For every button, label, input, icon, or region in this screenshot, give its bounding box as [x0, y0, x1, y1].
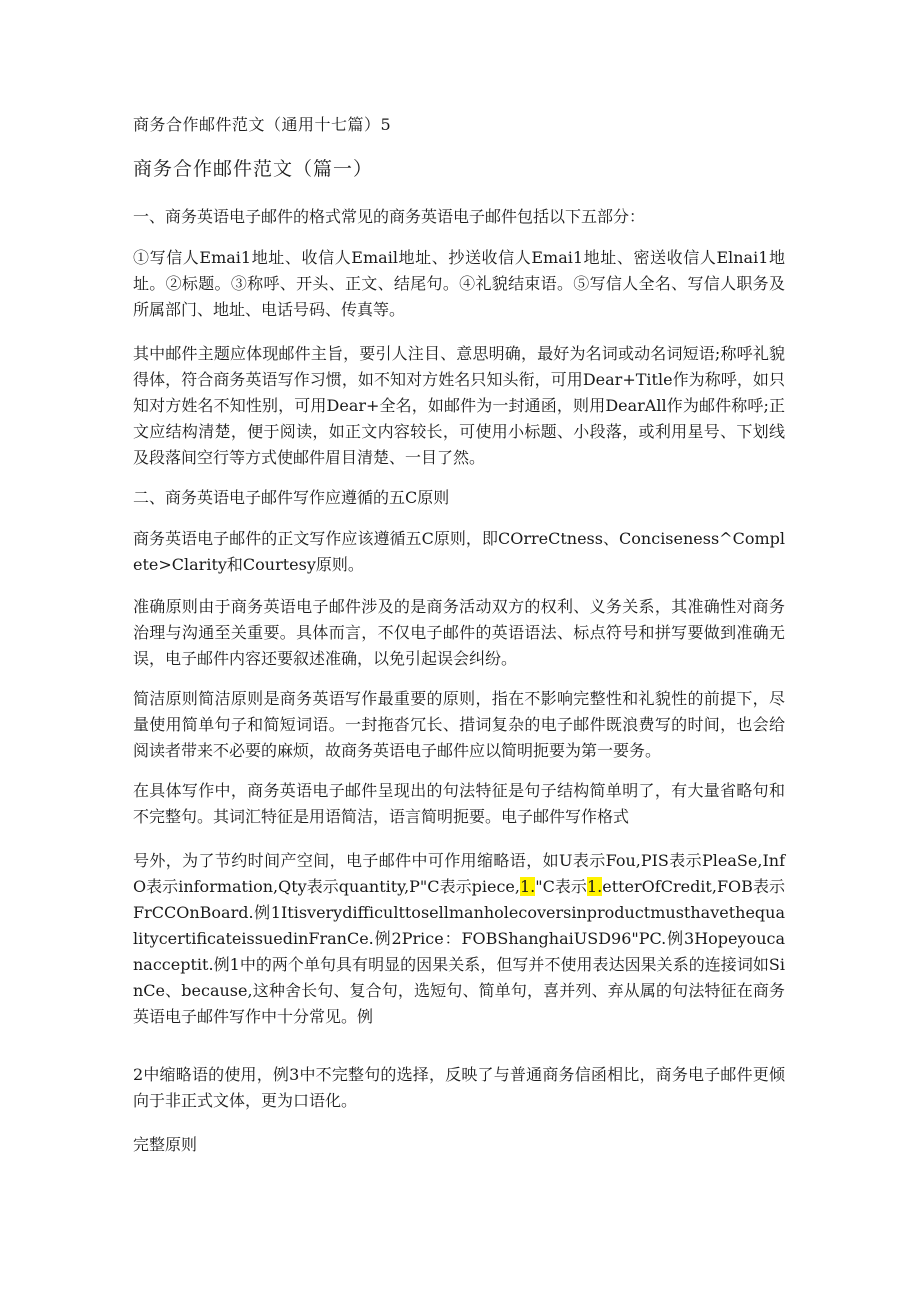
- paragraph-completeness-heading: 完整原则: [133, 1135, 198, 1154]
- paragraph-email-parts: ①写信人Emai1地址、收信人Email地址、抄送收信人Emai1地址、密送收信人Elnai1地址。②标题。③称呼、开头、正文、结尾句。④礼貌结束语。⑤写信人全名、写信人职务及所属部门、地址、电话号码、传真等。: [133, 248, 785, 319]
- paragraph-subject-salutation: 其中邮件主题应体现邮件主旨，要引人注目、意思明确，最好为名词或动名词短语;称呼礼貌得体，符合商务英语写作习惯，如不知对方姓名只知头衔，可用Dear+Title作为称呼，如只知对方姓名不知性别，可用Dear+全名，如邮件为一封通函，则用DearAll作为邮件称呼;正文应结构清楚，便于阅读，如正文内容较长，可使用小标题、小段落，或利用星号、下划线及段落间空行等方式使邮件眉目清楚、一目了然。: [133, 344, 785, 467]
- highlighted-text: 1.: [519, 877, 536, 896]
- paragraph-accuracy-principle: 准确原则由于商务英语电子邮件涉及的是商务活动双方的权利、义务关系，其准确性对商务治理与沟通至关重要。具体而言，不仅电子邮件的英语语法、标点符号和拼写要做到准确无误，电子邮件内容还要叙述准确，以免引起误会纠纷。: [133, 597, 785, 668]
- paragraph-informal-style: 2中缩略语的使用，例3中不完整句的选择，反映了与普通商务信函相比，商务电子邮件更倾向于非正式文体，更为口语化。: [133, 1065, 785, 1110]
- paragraph-syntax-features: 在具体写作中，商务英语电子邮件呈现出的句法特征是句子结构简单明了，有大量省略句和不完整句。其词汇特征是用语简洁，语言简明扼要。电子邮件写作格式: [133, 781, 785, 826]
- paragraph-five-c-heading: 二、商务英语电子邮件写作应遵循的五C原则: [133, 488, 450, 507]
- abbreviations-text-part3: etterOfCredit,FOB表示FrCCOnBoard.例1ItisverydifficulttosellmanholecoversinproductmusthavethequalitycertificateissuedinFranCe.例2Price：FOBShanghaiUSD96"PC.例3Hopeyoucanacceptit.例1中的两个单句具有明显的因果关系，但写并不使用表达因果关系的连接词如SinCe、because,这种舍长句、复合句，选短句、简单句，喜并列、弃从属的句法特征在商务英语电子邮件写作中十分常见。例: [133, 877, 785, 1026]
- abbreviations-text-part2: "C表示: [535, 877, 587, 896]
- highlighted-text: 1.: [586, 877, 603, 896]
- section-heading: 商务合作邮件范文（篇一）: [133, 158, 374, 180]
- abbreviations-text-part1: 号外，为了节约时间产空间，电子邮件中可作用缩略语，如U表示Fou,PIS表示PleaSe,InfO表示information,Qty表示quantity,P"C表示piece,: [133, 851, 785, 896]
- paragraph-abbreviations: [133, 848, 785, 1030]
- paragraph-five-c-intro: 商务英语电子邮件的正文写作应该遵循五C原则，即COrreCtness、Conciseness^Complete>Clarity和Courtesy原则。: [133, 529, 785, 574]
- paragraph-conciseness-principle: 简洁原则简洁原则是商务英语写作最重要的原则，指在不影响完整性和礼貌性的前提下，尽量使用简单句子和简短词语。一封拖沓冗长、措词复杂的电子邮件既浪费写的时间，也会给阅读者带来不必要的麻烦，故商务英语电子邮件应以简明扼要为第一要务。: [133, 689, 785, 760]
- document-title: 商务合作邮件范文（通用十七篇）5: [133, 115, 392, 134]
- paragraph-format-heading: 一、商务英语电子邮件的格式常见的商务英语电子邮件包括以下五部分：: [133, 207, 646, 226]
